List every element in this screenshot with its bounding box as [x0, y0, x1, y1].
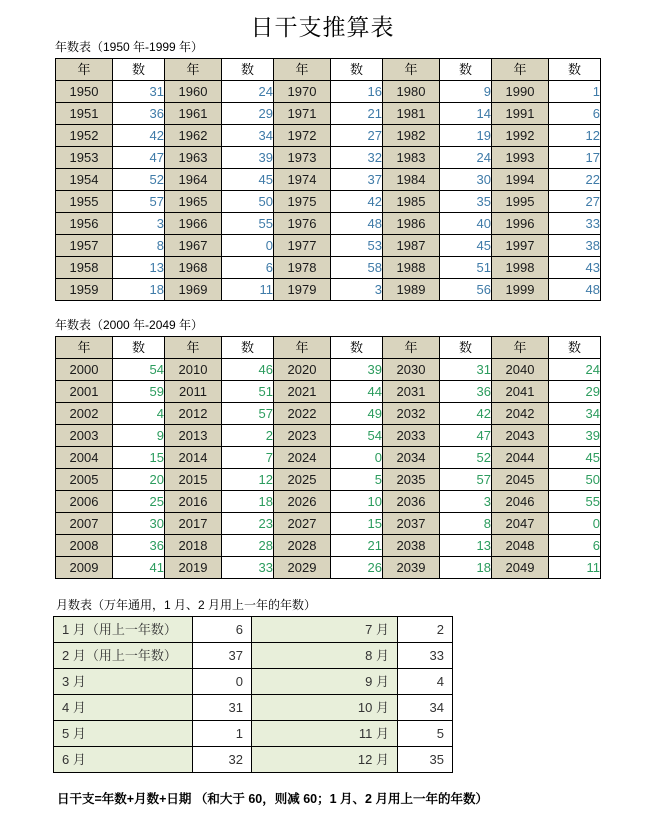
cell-number: 25 [113, 491, 165, 513]
cell-year: 1965 [165, 191, 222, 213]
header-cell-number: 数 [440, 337, 492, 359]
cell-month-number: 37 [193, 643, 252, 669]
cell-year: 2004 [56, 447, 113, 469]
cell-number: 50 [222, 191, 274, 213]
table-row [56, 535, 601, 557]
cell-year: 1972 [274, 125, 331, 147]
cell-number: 31 [440, 359, 492, 381]
cell-month-number: 35 [398, 747, 453, 773]
cell-month-label: 5 月 [54, 721, 193, 747]
cell-year: 2023 [274, 425, 331, 447]
table-row [56, 279, 601, 301]
cell-year: 1986 [383, 213, 440, 235]
cell-year: 1999 [492, 279, 549, 301]
cell-number: 2 [222, 425, 274, 447]
cell-number: 54 [331, 425, 383, 447]
cell-number: 40 [440, 213, 492, 235]
cell-year: 2005 [56, 469, 113, 491]
header-cell-year: 年 [165, 59, 222, 81]
cell-number: 52 [113, 169, 165, 191]
table-row [56, 147, 601, 169]
cell-number: 26 [331, 557, 383, 579]
table-row [56, 103, 601, 125]
cell-year: 1997 [492, 235, 549, 257]
cell-number: 13 [440, 535, 492, 557]
cell-month-number: 32 [193, 747, 252, 773]
header-cell-number: 数 [549, 337, 601, 359]
cell-number: 11 [222, 279, 274, 301]
cell-year: 1982 [383, 125, 440, 147]
year-table-1950 [55, 58, 601, 301]
cell-month-label: 7 月 [252, 617, 398, 643]
cell-number: 19 [440, 125, 492, 147]
cell-number: 21 [331, 535, 383, 557]
cell-number: 30 [113, 513, 165, 535]
cell-year: 2016 [165, 491, 222, 513]
cell-number: 51 [222, 381, 274, 403]
cell-year: 2031 [383, 381, 440, 403]
cell-number: 42 [113, 125, 165, 147]
cell-year: 1970 [274, 81, 331, 103]
cell-year: 2021 [274, 381, 331, 403]
cell-year: 2049 [492, 557, 549, 579]
cell-number: 48 [549, 279, 601, 301]
header-cell-number: 数 [113, 337, 165, 359]
cell-year: 1963 [165, 147, 222, 169]
table-row [56, 191, 601, 213]
cell-number: 16 [331, 81, 383, 103]
cell-number: 42 [440, 403, 492, 425]
cell-year: 1989 [383, 279, 440, 301]
cell-year: 2034 [383, 447, 440, 469]
header-cell-year: 年 [56, 59, 113, 81]
cell-number: 41 [113, 557, 165, 579]
cell-year: 2026 [274, 491, 331, 513]
table-header-row [56, 59, 601, 81]
cell-year: 1985 [383, 191, 440, 213]
cell-year: 1983 [383, 147, 440, 169]
cell-year: 2009 [56, 557, 113, 579]
cell-number: 3 [113, 213, 165, 235]
cell-number: 43 [549, 257, 601, 279]
cell-year: 1950 [56, 81, 113, 103]
table-row [54, 669, 453, 695]
cell-number: 36 [113, 103, 165, 125]
cell-number: 18 [440, 557, 492, 579]
cell-number: 28 [222, 535, 274, 557]
cell-number: 5 [331, 469, 383, 491]
cell-year: 2010 [165, 359, 222, 381]
cell-year: 2043 [492, 425, 549, 447]
cell-number: 6 [222, 257, 274, 279]
cell-number: 23 [222, 513, 274, 535]
cell-year: 2044 [492, 447, 549, 469]
cell-number: 54 [113, 359, 165, 381]
cell-month-label: 11 月 [252, 721, 398, 747]
table-row [56, 169, 601, 191]
cell-year: 1993 [492, 147, 549, 169]
cell-number: 58 [331, 257, 383, 279]
header-cell-number: 数 [331, 337, 383, 359]
cell-year: 2013 [165, 425, 222, 447]
header-cell-number: 数 [222, 337, 274, 359]
header-cell-year: 年 [492, 59, 549, 81]
cell-year: 2014 [165, 447, 222, 469]
cell-month-label: 1 月（用上一年数） [54, 617, 193, 643]
cell-year: 1977 [274, 235, 331, 257]
table-row [54, 721, 453, 747]
cell-number: 42 [331, 191, 383, 213]
cell-number: 18 [222, 491, 274, 513]
cell-year: 2028 [274, 535, 331, 557]
cell-number: 17 [549, 147, 601, 169]
cell-year: 2037 [383, 513, 440, 535]
cell-year: 1971 [274, 103, 331, 125]
cell-year: 2017 [165, 513, 222, 535]
cell-year: 2036 [383, 491, 440, 513]
cell-month-label: 10 月 [252, 695, 398, 721]
table-row [56, 81, 601, 103]
cell-year: 1967 [165, 235, 222, 257]
header-cell-year: 年 [383, 59, 440, 81]
cell-number: 32 [331, 147, 383, 169]
cell-month-number: 1 [193, 721, 252, 747]
table-row [54, 643, 453, 669]
cell-year: 1960 [165, 81, 222, 103]
formula-note: 日干支=年数+月数+日期 （和大于 60，则减 60；1 月、2 月用上一年的年数） [57, 792, 488, 806]
cell-number: 35 [440, 191, 492, 213]
cell-number: 36 [440, 381, 492, 403]
month-table-label: 月数表（万年通用，1 月、2 月用上一年的年数） [56, 598, 317, 612]
table-row [56, 513, 601, 535]
cell-number: 24 [440, 147, 492, 169]
header-cell-year: 年 [492, 337, 549, 359]
cell-month-label: 4 月 [54, 695, 193, 721]
cell-number: 10 [331, 491, 383, 513]
cell-number: 1 [549, 81, 601, 103]
cell-year: 1966 [165, 213, 222, 235]
cell-number: 38 [549, 235, 601, 257]
cell-number: 8 [440, 513, 492, 535]
table-row [56, 403, 601, 425]
header-cell-year: 年 [165, 337, 222, 359]
cell-number: 24 [549, 359, 601, 381]
header-cell-number: 数 [549, 59, 601, 81]
cell-number: 34 [222, 125, 274, 147]
cell-year: 1964 [165, 169, 222, 191]
cell-year: 2024 [274, 447, 331, 469]
header-cell-year: 年 [274, 337, 331, 359]
cell-number: 55 [549, 491, 601, 513]
cell-number: 21 [331, 103, 383, 125]
cell-year: 2029 [274, 557, 331, 579]
cell-year: 2041 [492, 381, 549, 403]
cell-number: 7 [222, 447, 274, 469]
table-row [56, 557, 601, 579]
cell-year: 2038 [383, 535, 440, 557]
cell-year: 2002 [56, 403, 113, 425]
cell-number: 13 [113, 257, 165, 279]
cell-number: 44 [331, 381, 383, 403]
cell-year: 2011 [165, 381, 222, 403]
cell-number: 0 [331, 447, 383, 469]
cell-year: 2018 [165, 535, 222, 557]
cell-year: 2040 [492, 359, 549, 381]
cell-number: 34 [549, 403, 601, 425]
cell-number: 4 [113, 403, 165, 425]
cell-number: 29 [222, 103, 274, 125]
cell-year: 2012 [165, 403, 222, 425]
cell-year: 1978 [274, 257, 331, 279]
table-row [56, 125, 601, 147]
cell-year: 1959 [56, 279, 113, 301]
cell-month-number: 5 [398, 721, 453, 747]
table-row [54, 695, 453, 721]
cell-year: 2001 [56, 381, 113, 403]
cell-month-label: 6 月 [54, 747, 193, 773]
cell-year: 2003 [56, 425, 113, 447]
cell-number: 33 [222, 557, 274, 579]
table-row [56, 381, 601, 403]
cell-number: 56 [440, 279, 492, 301]
cell-year: 2030 [383, 359, 440, 381]
cell-number: 51 [440, 257, 492, 279]
cell-year: 1996 [492, 213, 549, 235]
cell-number: 12 [549, 125, 601, 147]
table-row [56, 359, 601, 381]
cell-number: 15 [331, 513, 383, 535]
header-cell-year: 年 [383, 337, 440, 359]
cell-month-number: 6 [193, 617, 252, 643]
cell-year: 1998 [492, 257, 549, 279]
year-table-1950-section [55, 38, 601, 301]
header-cell-number: 数 [222, 59, 274, 81]
cell-number: 3 [331, 279, 383, 301]
cell-number: 57 [113, 191, 165, 213]
cell-number: 55 [222, 213, 274, 235]
header-cell-number: 数 [113, 59, 165, 81]
cell-number: 47 [440, 425, 492, 447]
cell-year: 2048 [492, 535, 549, 557]
cell-number: 27 [331, 125, 383, 147]
cell-number: 0 [549, 513, 601, 535]
cell-year: 2032 [383, 403, 440, 425]
cell-year: 1961 [165, 103, 222, 125]
cell-year: 1995 [492, 191, 549, 213]
table-row [56, 491, 601, 513]
cell-number: 37 [331, 169, 383, 191]
cell-year: 2007 [56, 513, 113, 535]
header-cell-year: 年 [56, 337, 113, 359]
table-row [56, 425, 601, 447]
cell-year: 2008 [56, 535, 113, 557]
table-row [56, 257, 601, 279]
cell-month-number: 0 [193, 669, 252, 695]
cell-number: 49 [331, 403, 383, 425]
cell-month-label: 2 月（用上一年数） [54, 643, 193, 669]
cell-number: 45 [440, 235, 492, 257]
cell-year: 1973 [274, 147, 331, 169]
year-table-2000-label: 年数表（2000 年-2049 年） [55, 318, 204, 332]
cell-year: 2033 [383, 425, 440, 447]
cell-number: 9 [113, 425, 165, 447]
cell-number: 8 [113, 235, 165, 257]
cell-number: 39 [222, 147, 274, 169]
page-title: 日干支推算表 [250, 15, 395, 40]
cell-month-number: 31 [193, 695, 252, 721]
cell-number: 9 [440, 81, 492, 103]
cell-year: 2047 [492, 513, 549, 535]
cell-number: 53 [331, 235, 383, 257]
cell-year: 2039 [383, 557, 440, 579]
year-table-2000 [55, 336, 601, 579]
cell-number: 39 [331, 359, 383, 381]
cell-year: 1968 [165, 257, 222, 279]
cell-year: 1976 [274, 213, 331, 235]
cell-year: 1990 [492, 81, 549, 103]
cell-year: 1988 [383, 257, 440, 279]
table-row [56, 469, 601, 491]
cell-number: 22 [549, 169, 601, 191]
cell-number: 45 [549, 447, 601, 469]
cell-year: 1987 [383, 235, 440, 257]
cell-number: 6 [549, 535, 601, 557]
cell-year: 2035 [383, 469, 440, 491]
cell-year: 1981 [383, 103, 440, 125]
cell-year: 1957 [56, 235, 113, 257]
cell-year: 1955 [56, 191, 113, 213]
cell-number: 57 [440, 469, 492, 491]
cell-year: 1974 [274, 169, 331, 191]
cell-number: 6 [549, 103, 601, 125]
cell-number: 48 [331, 213, 383, 235]
cell-year: 1954 [56, 169, 113, 191]
cell-number: 3 [440, 491, 492, 513]
cell-year: 2020 [274, 359, 331, 381]
cell-month-label: 3 月 [54, 669, 193, 695]
cell-number: 47 [113, 147, 165, 169]
cell-number: 12 [222, 469, 274, 491]
cell-year: 2006 [56, 491, 113, 513]
cell-year: 2015 [165, 469, 222, 491]
cell-year: 1952 [56, 125, 113, 147]
cell-month-number: 2 [398, 617, 453, 643]
cell-year: 2000 [56, 359, 113, 381]
cell-month-number: 4 [398, 669, 453, 695]
cell-year: 1975 [274, 191, 331, 213]
cell-number: 52 [440, 447, 492, 469]
cell-year: 1979 [274, 279, 331, 301]
cell-year: 2019 [165, 557, 222, 579]
table-header-row [56, 337, 601, 359]
cell-number: 0 [222, 235, 274, 257]
cell-year: 1953 [56, 147, 113, 169]
header-cell-number: 数 [331, 59, 383, 81]
cell-number: 18 [113, 279, 165, 301]
cell-year: 1951 [56, 103, 113, 125]
cell-number: 20 [113, 469, 165, 491]
cell-month-number: 34 [398, 695, 453, 721]
cell-number: 39 [549, 425, 601, 447]
year-table-1950-label: 年数表（1950 年-1999 年） [55, 40, 204, 54]
cell-number: 31 [113, 81, 165, 103]
cell-year: 1984 [383, 169, 440, 191]
cell-month-number: 33 [398, 643, 453, 669]
cell-year: 1956 [56, 213, 113, 235]
header-cell-year: 年 [274, 59, 331, 81]
cell-number: 50 [549, 469, 601, 491]
cell-number: 46 [222, 359, 274, 381]
cell-number: 30 [440, 169, 492, 191]
month-table-section [53, 596, 453, 773]
cell-number: 45 [222, 169, 274, 191]
cell-number: 57 [222, 403, 274, 425]
table-row [54, 747, 453, 773]
cell-number: 14 [440, 103, 492, 125]
cell-number: 27 [549, 191, 601, 213]
cell-year: 1969 [165, 279, 222, 301]
cell-year: 1991 [492, 103, 549, 125]
cell-year: 2042 [492, 403, 549, 425]
cell-number: 11 [549, 557, 601, 579]
cell-month-label: 12 月 [252, 747, 398, 773]
year-table-2000-section [55, 316, 601, 579]
cell-year: 2022 [274, 403, 331, 425]
cell-number: 33 [549, 213, 601, 235]
month-table [53, 616, 453, 773]
cell-year: 1958 [56, 257, 113, 279]
cell-month-label: 8 月 [252, 643, 398, 669]
header-cell-number: 数 [440, 59, 492, 81]
cell-number: 59 [113, 381, 165, 403]
cell-year: 2046 [492, 491, 549, 513]
cell-year: 1980 [383, 81, 440, 103]
table-row [56, 213, 601, 235]
table-row [56, 447, 601, 469]
table-row [54, 617, 453, 643]
cell-number: 24 [222, 81, 274, 103]
cell-year: 2045 [492, 469, 549, 491]
cell-year: 1994 [492, 169, 549, 191]
cell-number: 36 [113, 535, 165, 557]
cell-month-label: 9 月 [252, 669, 398, 695]
table-row [56, 235, 601, 257]
cell-number: 29 [549, 381, 601, 403]
cell-year: 2027 [274, 513, 331, 535]
cell-year: 1962 [165, 125, 222, 147]
cell-year: 1992 [492, 125, 549, 147]
cell-year: 2025 [274, 469, 331, 491]
cell-number: 15 [113, 447, 165, 469]
